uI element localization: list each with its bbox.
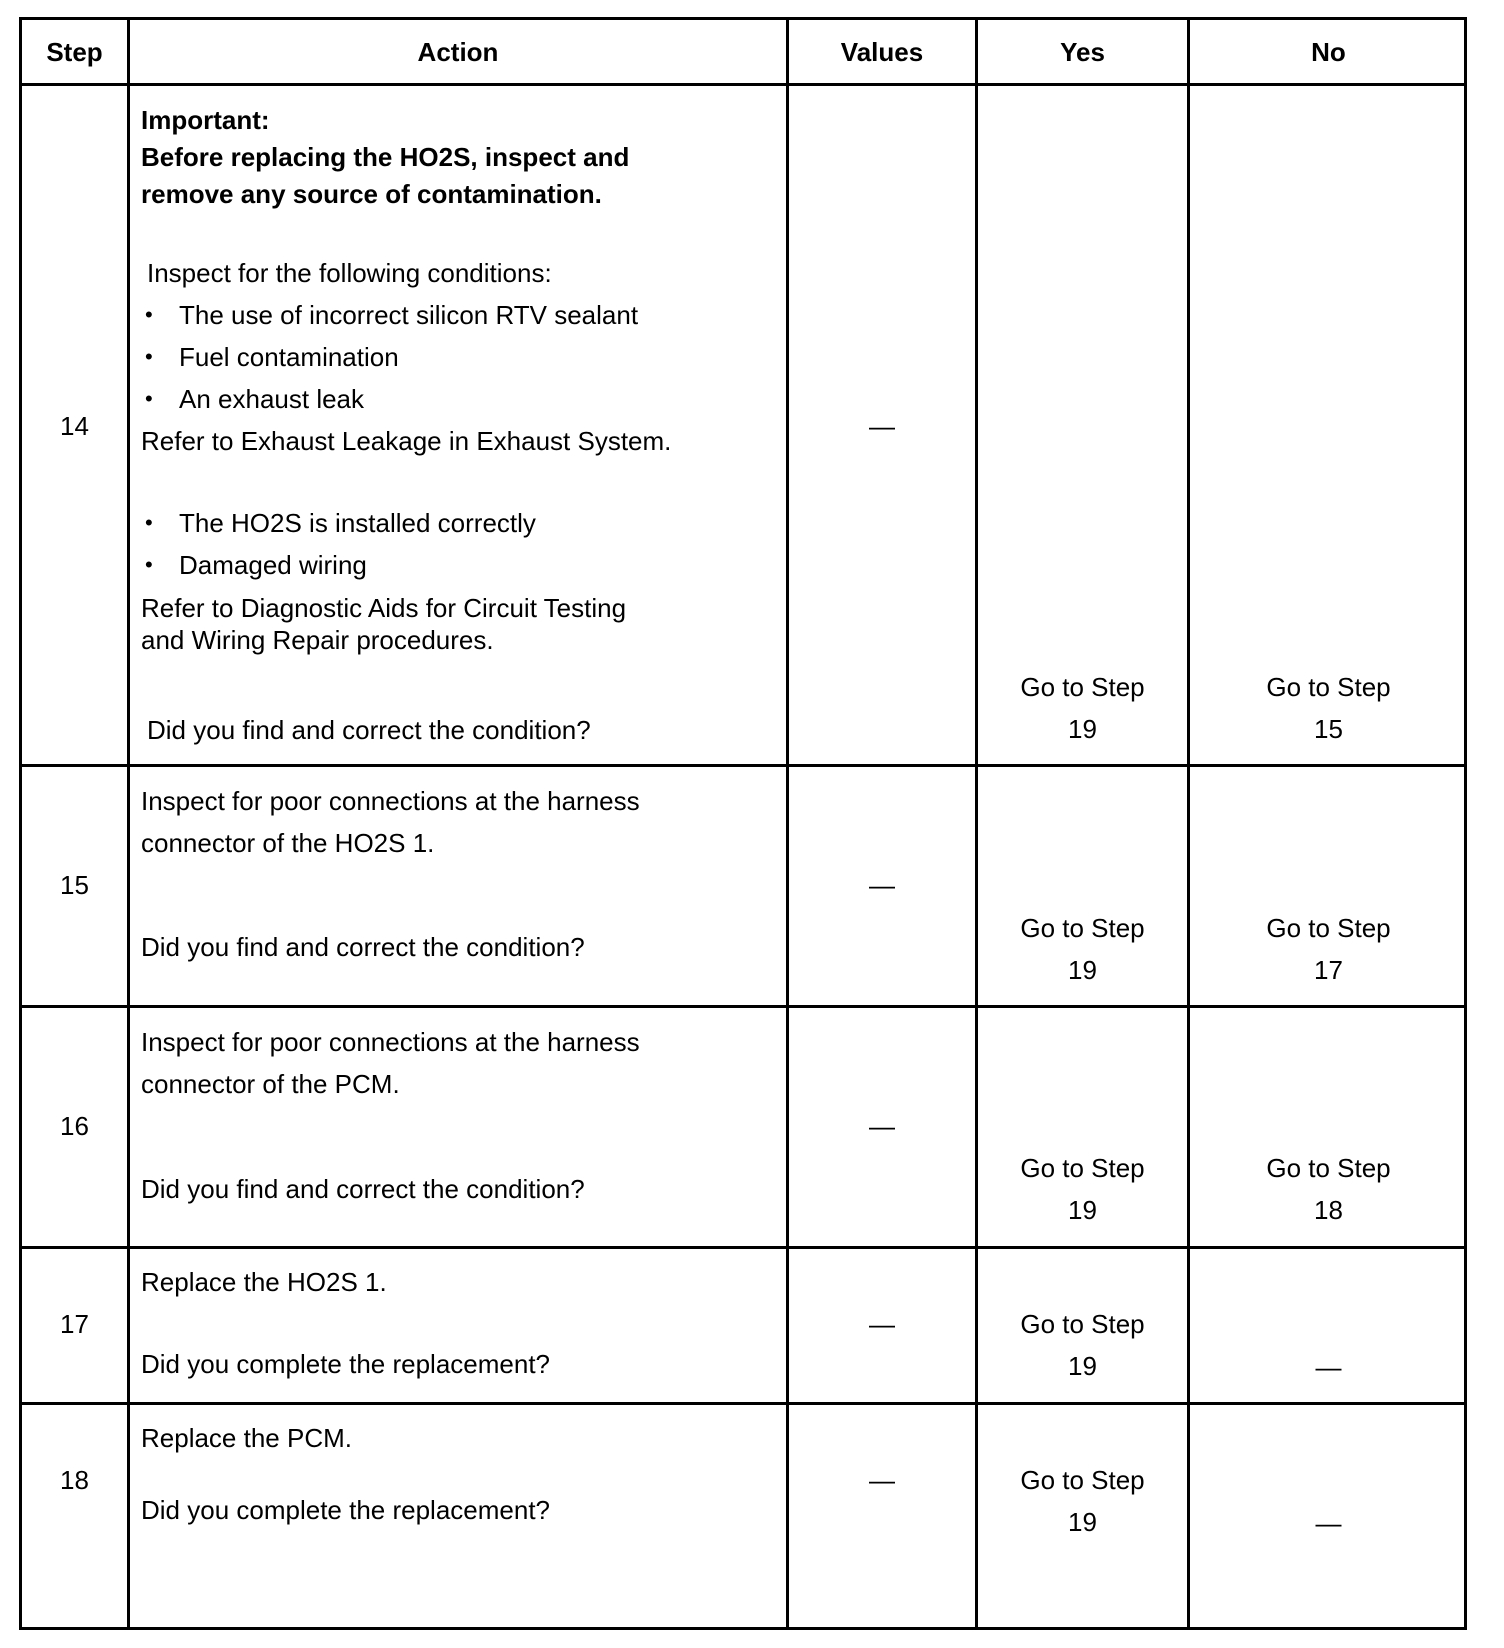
action-text: Replace the PCM. [141, 1423, 352, 1453]
condition-item: Fuel contamination [179, 342, 399, 372]
inspect-intro: Inspect for the following conditions: [147, 258, 552, 288]
yes-goto: Go to Step [1020, 913, 1145, 943]
action-text: Inspect for poor connections at the harness [141, 1027, 640, 1057]
header-yes: Yes [1060, 37, 1105, 67]
question-text: Did you complete the replacement? [141, 1349, 551, 1379]
no-cell: — [1315, 1508, 1342, 1538]
header-step: Step [46, 37, 103, 67]
row-divider [22, 1005, 1464, 1008]
action-text: Inspect for poor connections at the harness [141, 786, 640, 816]
condition-item: Damaged wiring [179, 550, 367, 580]
condition-item: The HO2S is installed correctly [179, 508, 536, 538]
header-action: Action [417, 37, 499, 67]
row-divider [22, 1402, 1464, 1405]
question-text: Did you find and correct the condition? [141, 932, 585, 962]
value-cell: — [869, 1465, 895, 1495]
column-divider [786, 20, 789, 1627]
action-text: connector of the PCM. [141, 1069, 400, 1099]
yes-step-number: 19 [1068, 1351, 1097, 1381]
no-goto: Go to Step [1266, 913, 1391, 943]
bullet-icon: • [145, 302, 153, 327]
yes-goto: Go to Step [1020, 1153, 1145, 1183]
column-divider [1187, 20, 1190, 1627]
step-number: 15 [60, 870, 89, 900]
yes-step-number: 19 [1068, 1195, 1097, 1225]
condition-item: The use of incorrect silicon RTV sealant [179, 300, 639, 330]
header-no: No [1311, 37, 1346, 67]
yes-goto: Go to Step [1020, 672, 1145, 702]
no-cell: — [1315, 1352, 1342, 1382]
step-number: 17 [60, 1309, 89, 1339]
step-number: 18 [60, 1465, 89, 1495]
important-text: Before replacing the HO2S, inspect and [141, 142, 630, 172]
yes-step-number: 19 [1068, 955, 1097, 985]
important-label: Important: [141, 105, 270, 135]
action-text: Replace the HO2S 1. [141, 1267, 387, 1297]
question-text: Did you find and correct the condition? [147, 715, 591, 745]
no-step-number: 15 [1314, 714, 1343, 744]
value-cell: — [869, 870, 895, 900]
bullet-icon: • [145, 510, 153, 535]
column-divider [127, 20, 130, 1627]
value-cell: — [869, 1309, 895, 1339]
bullet-icon: • [145, 386, 153, 411]
yes-goto: Go to Step [1020, 1465, 1145, 1495]
yes-goto: Go to Step [1020, 1309, 1145, 1339]
step-number: 14 [60, 411, 89, 441]
reference-text: and Wiring Repair procedures. [141, 625, 494, 655]
no-goto: Go to Step [1266, 672, 1391, 702]
yes-step-number: 19 [1068, 714, 1097, 744]
question-text: Did you complete the replacement? [141, 1495, 551, 1525]
header-values: Values [840, 37, 924, 67]
diagnostic-table [19, 17, 1467, 1630]
row-divider [22, 1246, 1464, 1249]
reference-text: Refer to Exhaust Leakage in Exhaust System. [141, 426, 672, 456]
value-cell: — [869, 411, 895, 441]
column-divider [975, 20, 978, 1627]
bullet-icon: • [145, 552, 153, 577]
condition-item: An exhaust leak [179, 384, 365, 414]
step-number: 16 [60, 1111, 89, 1141]
row-divider [22, 764, 1464, 767]
reference-text: Refer to Diagnostic Aids for Circuit Testing [141, 593, 627, 623]
row-divider [22, 83, 1464, 86]
value-cell: — [869, 1111, 895, 1141]
bullet-icon: • [145, 344, 153, 369]
question-text: Did you find and correct the condition? [141, 1174, 585, 1204]
important-text: remove any source of contamination. [141, 179, 602, 209]
no-step-number: 17 [1314, 955, 1343, 985]
action-text: connector of the HO2S 1. [141, 828, 435, 858]
no-goto: Go to Step [1266, 1153, 1391, 1183]
yes-step-number: 19 [1068, 1507, 1097, 1537]
no-step-number: 18 [1314, 1195, 1343, 1225]
